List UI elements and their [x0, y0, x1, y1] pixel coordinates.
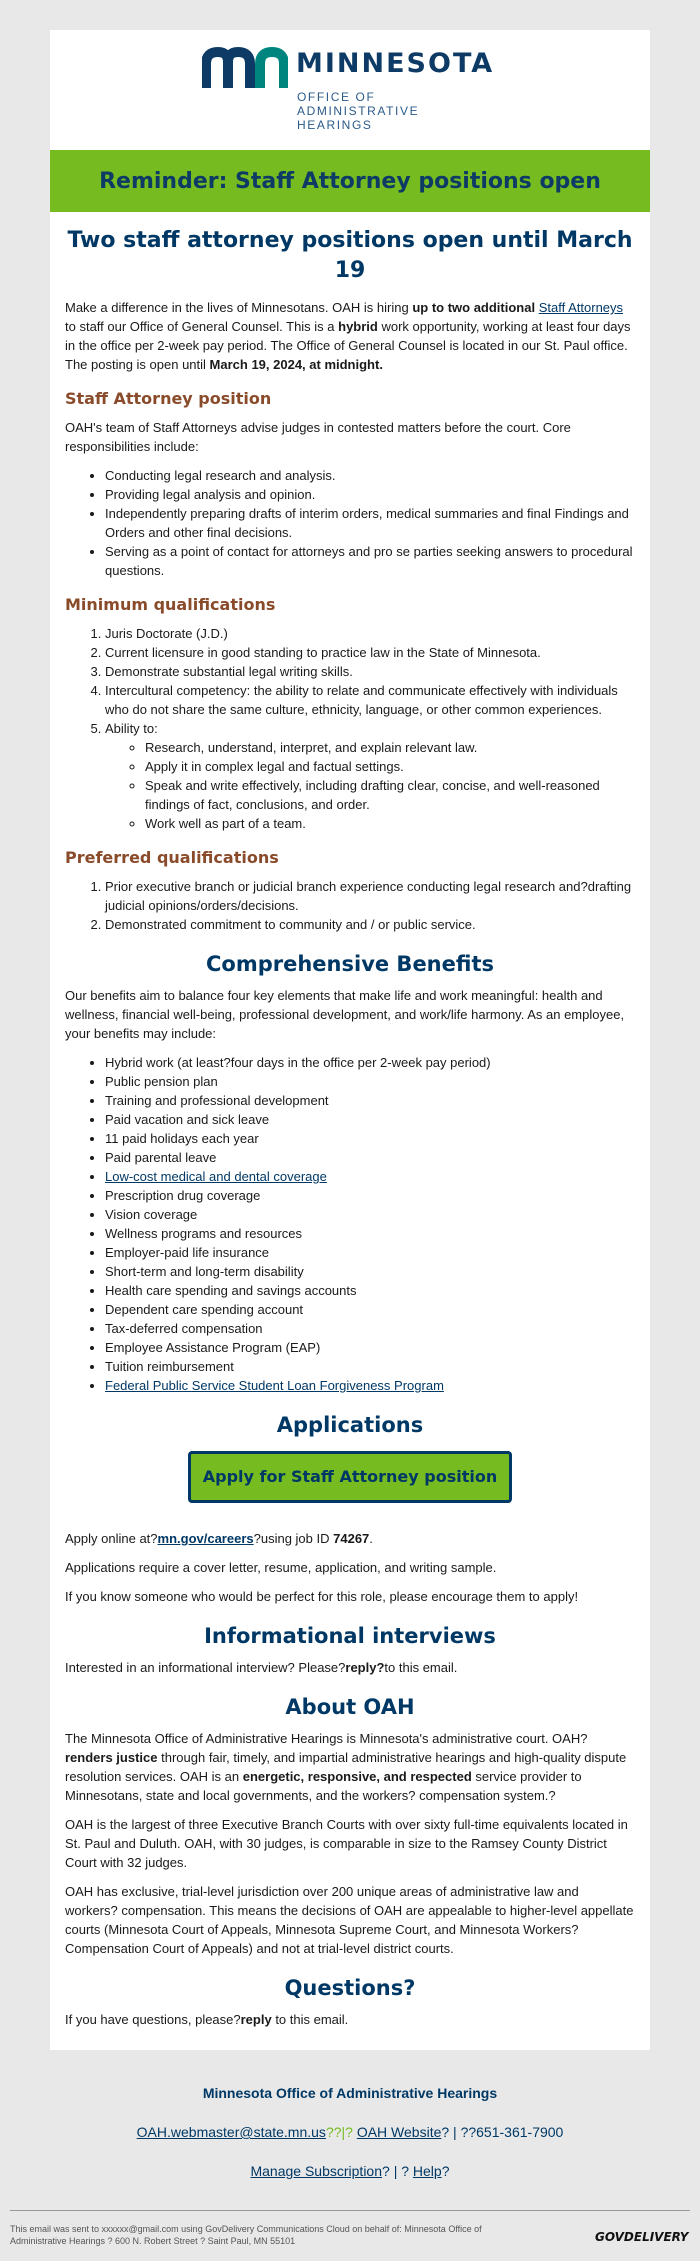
list-item: • Tuition reimbursement	[105, 1357, 635, 1376]
benefits-intro: Our benefits aim to balance four key elements that make life and work meaningful: health and wellness, financial well-being, professional development, and work/life harmony. As an employee, your benefits may include:	[65, 988, 625, 1041]
list-item: • Paid parental leave	[105, 1148, 635, 1167]
minimum-heading: Minimum qualifications	[65, 595, 276, 614]
loan-forgiveness-link[interactable]: Federal Public Service Student Loan Forgiveness Program	[105, 1378, 444, 1393]
email-footer	[0, 2070, 700, 2181]
careers-link[interactable]: mn.gov/careers	[157, 1531, 254, 1546]
oah-website-link[interactable]: OAH Website	[356, 2124, 442, 2140]
help-link[interactable]: Help	[412, 2163, 442, 2179]
manage-subscription-link[interactable]: Manage Subscription	[250, 2163, 383, 2179]
list-item: • Employer-paid life insurance	[105, 1243, 635, 1262]
position-heading: Staff Attorney position	[65, 389, 272, 408]
minimum-list	[65, 624, 635, 833]
position-intro: OAH's team of Staff Attorneys advise judges in contested matters before the court. Core responsibilities include:	[65, 420, 571, 454]
list-item: • Independently preparing drafts of interim orders, medical summaries and final Findings and Orders and other final decisions.	[105, 504, 635, 542]
ability-sublist	[105, 738, 635, 833]
list-item: 4. Intercultural competency: the ability to relate and communicate effectively with individuals who do not share the same culture, ethnicity, language, or other common experiences.	[105, 681, 635, 719]
list-item: • Wellness programs and resources	[105, 1224, 635, 1243]
apply-online-text: Apply online at?mn.gov/careers?using job ID 74267.	[65, 1531, 373, 1546]
about-paragraph-1: The Minnesota Office of Administrative Hearings is Minnesota's administrative court. OAH?renders justice through fair, timely, and impartial administrative hearings and high-quality dispute resolution services. OAH is an energetic, responsive, and respected service provider to Minnesotans, state and local governments, and the workers? compensation system.?	[65, 1731, 627, 1803]
apply-button[interactable]: Apply for Staff Attorney position	[188, 1451, 512, 1503]
list-item: • Hybrid work (at least?four days in the office per 2-week pay period)	[105, 1053, 635, 1072]
email-body	[65, 226, 635, 2039]
footer-divider	[10, 2210, 690, 2211]
webmaster-email-link[interactable]: OAH.webmaster@state.mn.us	[136, 2124, 326, 2140]
list-item: 3. Demonstrate substantial legal writing skills.	[105, 662, 635, 681]
logo-subtitle: OFFICE OF ADMINISTRATIVE HEARINGS	[297, 90, 420, 132]
preferred-heading: Preferred qualifications	[65, 848, 279, 867]
list-item: • Health care spending and savings accounts	[105, 1281, 635, 1300]
staff-attorneys-link[interactable]: Staff Attorneys	[538, 300, 624, 315]
list-item: 1. Prior executive branch or judicial branch experience conducting legal research and?drafting judicial opinions/orders/decisions.	[105, 877, 635, 915]
about-paragraph-2: OAH is the largest of three Executive Branch Courts with over sixty full-time equivalents located in St. Paul and Duluth. OAH, with 30 judges, is comparable in size to the Ramsey County District Court with 32 judges.	[65, 1817, 628, 1870]
email-card	[50, 30, 650, 2050]
list-item: ◦ Speak and write effectively, including drafting clear, concise, and well-reasoned findings of fact, conclusions, and order.	[145, 776, 635, 814]
govdelivery-logo: GOVDELIVERY	[595, 2230, 689, 2244]
application-requirements: Applications require a cover letter, resume, application, and writing sample.	[65, 1560, 497, 1575]
preferred-list	[65, 877, 635, 934]
list-item: • Providing legal analysis and opinion.	[105, 485, 635, 504]
reminder-banner: Reminder: Staff Attorney positions open	[50, 150, 650, 212]
list-item: • Tax-deferred compensation	[105, 1319, 635, 1338]
logo-title: MINNESOTA	[296, 48, 495, 79]
apply-button-wrap	[65, 1451, 635, 1503]
medical-coverage-link[interactable]: Low-cost medical and dental coverage	[105, 1169, 327, 1184]
list-item: • Employee Assistance Program (EAP)	[105, 1338, 635, 1357]
list-item: 5. Ability to: ◦ Research, understand, interpret, and explain relevant law. ◦ Apply it in complex legal and factual settings. ◦ Speak and write effectively, including drafting clear, concise, and well-reasoned findings of fact, conclusions, and order. ◦ Work well as part of a team.	[105, 719, 635, 833]
list-item: ◦ Research, understand, interpret, and explain relevant law.	[145, 738, 635, 757]
list-item: 1. Juris Doctorate (J.D.)	[105, 624, 635, 643]
applications-heading: Applications	[276, 1413, 424, 1437]
list-item: • Paid vacation and sick leave	[105, 1110, 635, 1129]
list-item: • Short-term and long-term disability	[105, 1262, 635, 1281]
list-item: ◦ Apply it in complex legal and factual settings.	[145, 757, 635, 776]
intro-title: Two staff attorney positions open until March 19	[67, 228, 633, 283]
list-item: • Vision coverage	[105, 1205, 635, 1224]
list-item: • Serving as a point of contact for attorneys and pro se parties seeking answers to procedural questions.	[105, 542, 635, 580]
fine-print: This email was sent to xxxxxx@gmail.com using GovDelivery Communications Cloud on behalf of: Minnesota Office of Administrative Hearings ? 600 N. Robert Street ? Saint Paul, MN 55101	[10, 2224, 482, 2246]
footer-contact-row: OAH.webmaster@state.mn.us??|? OAH Website? | ??651-361-7900	[136, 2124, 564, 2140]
questions-text: If you have questions, please?reply to this email.	[65, 2012, 349, 2027]
footer-org-name: Minnesota Office of Administrative Hearings	[202, 2085, 498, 2101]
interviews-heading: Informational interviews	[204, 1624, 496, 1648]
benefits-heading: Comprehensive Benefits	[206, 952, 494, 976]
list-item: 2. Current licensure in good standing to practice law in the State of Minnesota.	[105, 643, 635, 662]
referral-text: If you know someone who would be perfect for this role, please encourage them to apply!	[65, 1589, 579, 1604]
list-item: • Prescription drug coverage	[105, 1186, 635, 1205]
list-item: • Conducting legal research and analysis.	[105, 466, 635, 485]
about-paragraph-3: OAH has exclusive, trial-level jurisdiction over 200 unique areas of administrative law and workers? compensation. This means the decisions of OAH are appealable to higher-level appellate courts (Minnesota Court of Appeals, Minnesota Supreme Court, and Minnesota Workers? Compensation Court of Appeals) and not at trial-level district courts.	[65, 1884, 634, 1956]
mn-logo-icon	[202, 46, 288, 90]
list-item: • 11 paid holidays each year	[105, 1129, 635, 1148]
list-item: 2. Demonstrated commitment to community and / or public service.	[105, 915, 635, 934]
header-logo	[50, 30, 650, 150]
list-item	[105, 1376, 635, 1395]
footer-manage-row: Manage Subscription? | ? Help?	[250, 2163, 450, 2179]
interviews-text: Interested in an informational interview? Please?reply?to this email.	[65, 1660, 458, 1675]
list-item	[105, 1167, 635, 1186]
intro-paragraph: Make a difference in the lives of Minnesotans. OAH is hiring up to two additional Staff Attorneys to staff our Office of General Counsel. This is a hybrid work opportunity, working at least four days in the office per 2-week pay period. The Office of General Counsel is located in our St. Paul office. The posting is open until March 19, 2024, at midnight.	[65, 300, 631, 372]
list-item: • Dependent care spending account	[105, 1300, 635, 1319]
benefits-list	[65, 1053, 635, 1395]
list-item: ◦ Work well as part of a team.	[145, 814, 635, 833]
list-item: • Public pension plan	[105, 1072, 635, 1091]
about-heading: About OAH	[285, 1695, 415, 1719]
responsibilities-list	[65, 466, 635, 580]
list-item: • Training and professional development	[105, 1091, 635, 1110]
questions-heading: Questions?	[284, 1976, 416, 2000]
